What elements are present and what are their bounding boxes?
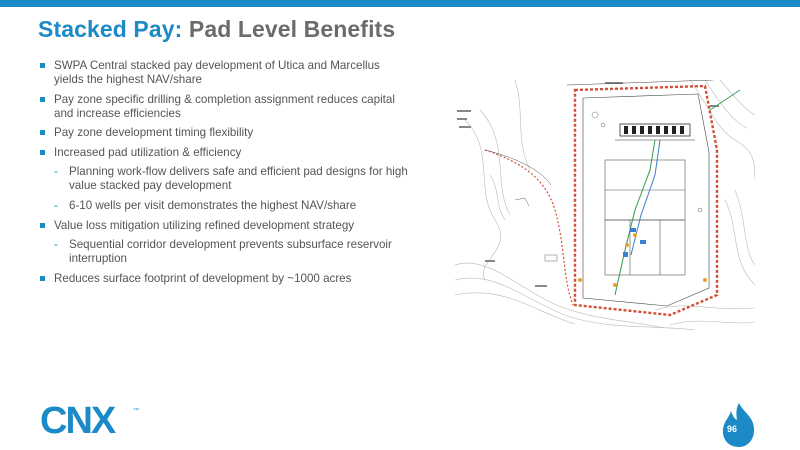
sub-bullet-item bbox=[40, 165, 410, 193]
square-bullet-icon bbox=[40, 130, 45, 135]
top-accent-bar bbox=[0, 0, 800, 7]
square-bullet-icon bbox=[40, 150, 45, 155]
sub-bullet-item bbox=[40, 199, 410, 213]
dash-bullet-icon: - bbox=[54, 165, 58, 179]
bullet-text: Pay zone development timing flexibility bbox=[54, 126, 254, 140]
bullet-text: Reduces surface footprint of development by ~1000 acres bbox=[54, 271, 352, 285]
pad-boundary bbox=[567, 80, 717, 315]
wellhead-row bbox=[615, 124, 695, 140]
sub-bullet-item bbox=[40, 238, 410, 266]
pipeline-green bbox=[615, 140, 655, 295]
road-edge bbox=[485, 150, 551, 185]
bullet-item bbox=[40, 272, 410, 286]
bullet-item bbox=[40, 126, 410, 140]
square-bullet-icon bbox=[40, 223, 45, 228]
title-rest: Pad Level Benefits bbox=[188, 16, 396, 42]
bullet-item bbox=[40, 219, 410, 233]
logo-wordmark: CNX bbox=[40, 400, 115, 440]
square-bullet-icon bbox=[40, 276, 45, 281]
slide-title bbox=[38, 16, 395, 43]
drawing-label-marks bbox=[457, 82, 719, 287]
pad-site-plan-drawing bbox=[455, 80, 755, 330]
access-road bbox=[485, 150, 573, 305]
sub-bullet-text: 6-10 wells per visit demonstrates the highest NAV/share bbox=[69, 198, 357, 212]
square-bullet-icon bbox=[40, 63, 45, 68]
bullet-text: Pay zone specific drilling & completion assignment reduces capital and increase efficiencies bbox=[54, 92, 395, 120]
bullet-text: SWPA Central stacked pay development of Utica and Marcellus yields the highest NAV/share bbox=[54, 59, 380, 86]
sub-bullet-text: Sequential corridor development prevents subsurface reservoir interruption bbox=[69, 238, 392, 266]
dash-bullet-icon: - bbox=[54, 238, 58, 252]
bullet-item bbox=[40, 59, 410, 87]
sub-bullet-text: Planning work-flow delivers safe and efficient pad designs for high value stacked pay development bbox=[69, 165, 408, 193]
pipeline-blue bbox=[631, 140, 660, 255]
title-highlight: Stacked Pay: bbox=[38, 16, 183, 42]
bullet-text: Increased pad utilization & efficiency bbox=[54, 145, 242, 159]
bullet-list bbox=[40, 59, 410, 291]
bullet-item bbox=[40, 93, 410, 121]
dash-bullet-icon: - bbox=[54, 198, 58, 212]
pipeline-green-offsite bbox=[710, 90, 740, 110]
logo-trademark: ™ bbox=[133, 408, 139, 414]
square-bullet-icon bbox=[40, 97, 45, 102]
bullet-text: Value loss mitigation utilizing refined development strategy bbox=[54, 218, 355, 232]
work-areas bbox=[605, 160, 685, 275]
bullet-item bbox=[40, 146, 410, 160]
page-number: 96 bbox=[726, 424, 737, 434]
cnx-logo bbox=[40, 400, 145, 440]
